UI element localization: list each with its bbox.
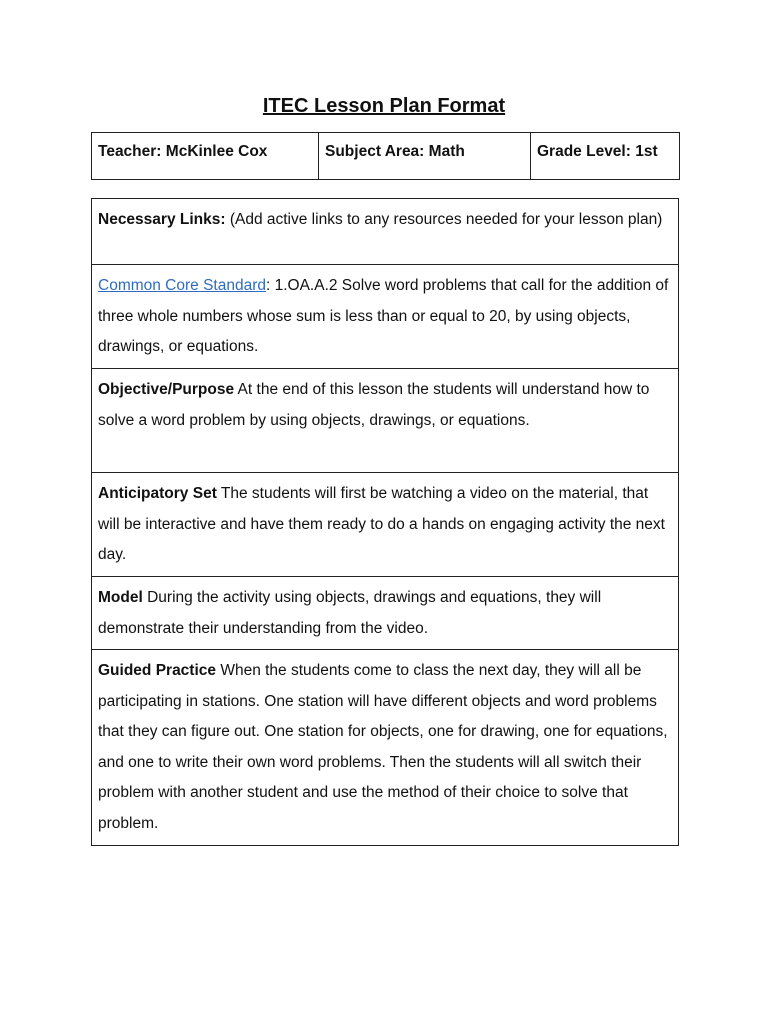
anticipatory-set-row [92, 473, 679, 577]
necessary-links-row [92, 199, 679, 265]
objective-label: Objective/Purpose [98, 381, 235, 398]
header-row [92, 133, 680, 180]
common-core-row [92, 265, 679, 369]
subject-cell [319, 133, 531, 180]
teacher-label: Teacher: [98, 143, 162, 160]
objective-text: At the end of this lesson the students will understand how to solve a word problem by using objects, drawings, or equations. [98, 381, 650, 429]
necessary-links-text: (Add active links to any resources needed for your lesson plan) [225, 211, 663, 228]
teacher-value: McKinlee Cox [165, 143, 268, 160]
document-title: ITEC Lesson Plan Format [262, 95, 506, 117]
guided-practice-text: When the students come to class the next day, they will all be participating in stations. One station will have different objects and word problems that they can figure out. One station for objects, one for drawing, one for equations, and one to write their own word problems. Then the students will all switch their problem with another student and use the method of their choice to solve that problem. [98, 662, 668, 832]
subject-value: Math [428, 143, 465, 160]
model-cell [92, 577, 679, 650]
guided-practice-row [92, 650, 679, 846]
teacher-cell [92, 133, 319, 180]
objective-row [92, 369, 679, 473]
model-text: During the activity using objects, drawings and equations, they will demonstrate their understanding from the video. [98, 589, 602, 637]
common-core-standard-link[interactable]: Common Core Standard [98, 277, 266, 294]
lesson-plan-table [91, 198, 679, 846]
guided-practice-label: Guided Practice [98, 662, 217, 679]
guided-practice-cell [92, 650, 679, 846]
grade-label: Grade Level: [537, 143, 631, 160]
header-table [91, 132, 680, 180]
common-core-cell [92, 265, 679, 369]
anticipatory-set-label: Anticipatory Set [98, 485, 217, 502]
anticipatory-set-cell [92, 473, 679, 577]
model-row [92, 577, 679, 650]
common-core-text: : 1.OA.A.2 Solve word problems that call for the addition of three whole numbers whose sum is less than or equal to 20, by using objects, drawings, or equations. [98, 277, 669, 355]
necessary-links-label: Necessary Links: [98, 211, 226, 228]
grade-value: 1st [635, 143, 658, 160]
grade-cell [531, 133, 680, 180]
objective-cell [92, 369, 679, 473]
anticipatory-set-text: The students will first be watching a video on the material, that will be interactive and have them ready to do a hands on engaging activity the next day. [98, 485, 665, 563]
subject-label: Subject Area: [325, 143, 425, 160]
model-label: Model [98, 589, 143, 606]
necessary-links-cell [92, 199, 679, 265]
